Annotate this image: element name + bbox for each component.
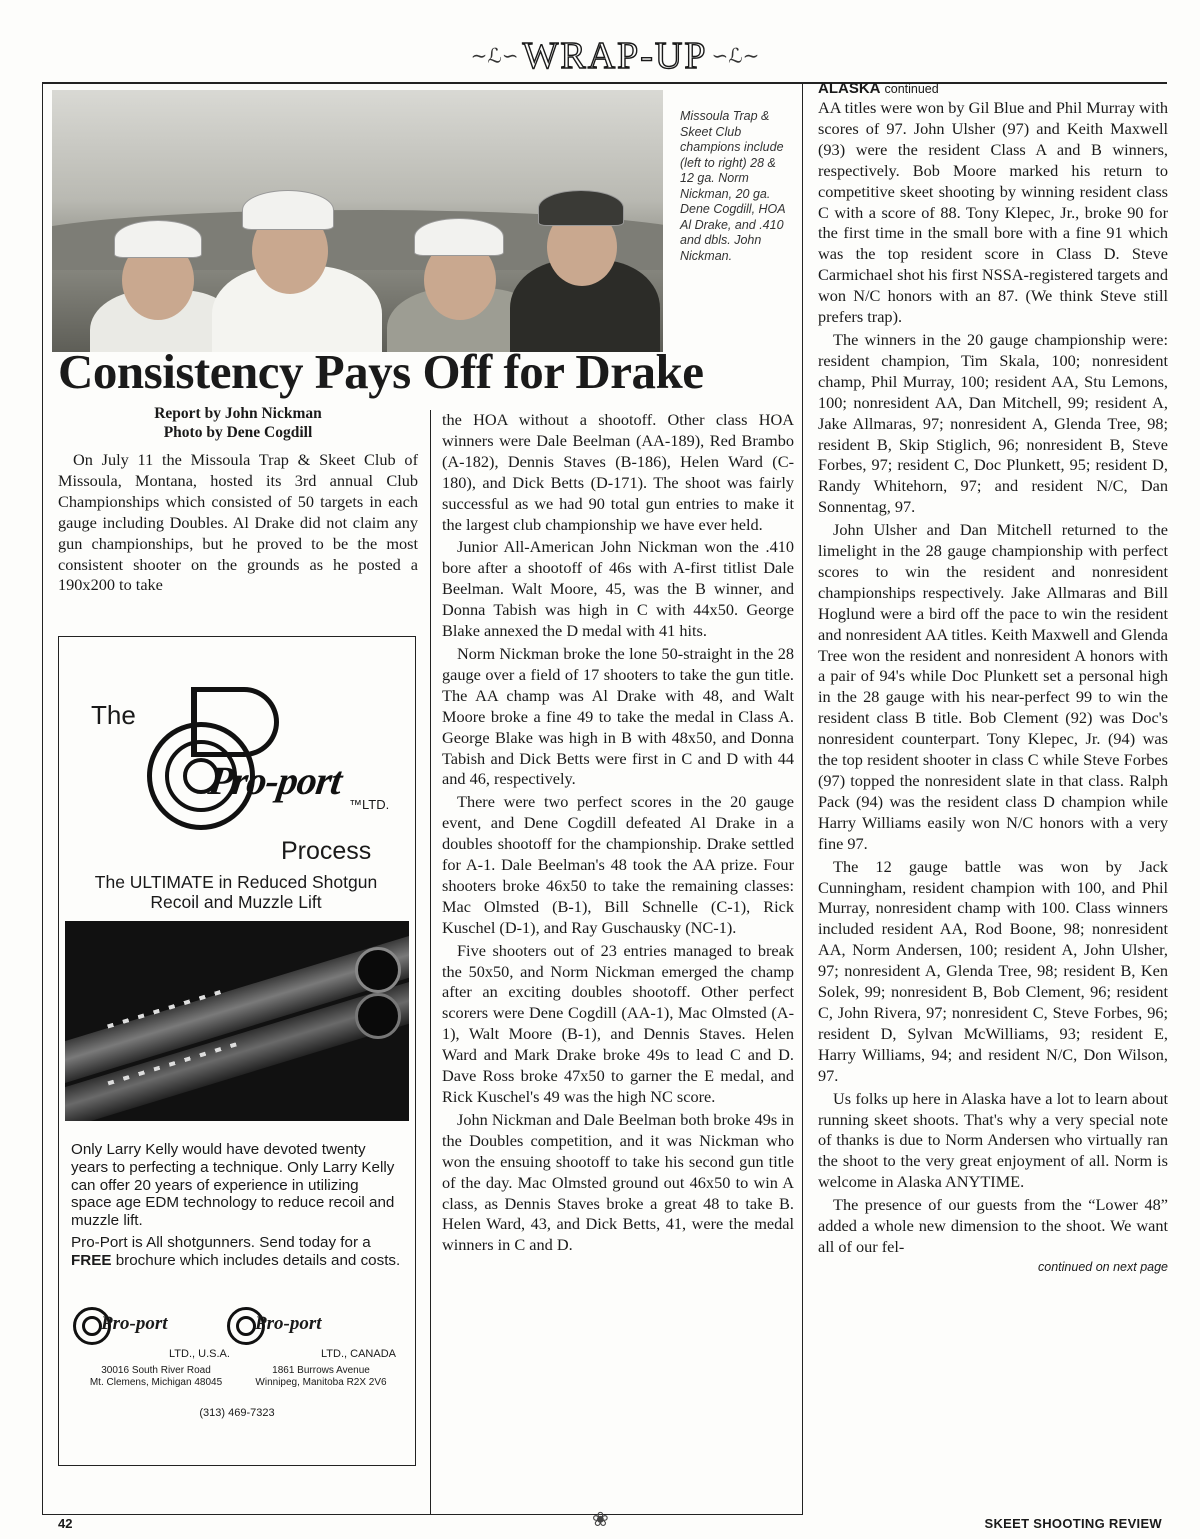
ad-the-label: The	[91, 700, 136, 730]
alaska-paragraph-1: AA titles were won by Gil Blue and Phil Murray with scores of 97. John Ulsher (97) and Keith Maxwell (93) were the resident Class A and B winners, respectively. Bob Moore marked his return to competitive skeet shooting by winning resident class C with a score of 88. Tony Klepec, Jr., broke 90 for the first time in the small bore with a fine 91 which was the top resident score in Class D. Steve Carmichael shot his first NSSA-registered targets and won N/C honors with an 87. (We think Steve still prefers trap).	[818, 98, 1169, 327]
barrel-muzzle-upper	[355, 947, 401, 993]
barrel-muzzle-lower	[355, 993, 401, 1039]
alaska-paragraph-5: Us folks up here in Alaska have a lot to learn about running skeet shoots. That's why a very special note of thanks is due to Norm Andersen who virtually ran the shoot to the very great enjoyment of all. Norm is welcome in Alaska ANYTIME.	[818, 1088, 1168, 1192]
usa-label: LTD., U.S.A.	[169, 1348, 230, 1360]
logo-brand-text: Pro-port	[205, 758, 345, 803]
byline-photographer: Photo by Dene Cogdill	[163, 424, 313, 441]
person-2-cap	[242, 190, 334, 230]
alaska-heading	[818, 80, 1178, 98]
canada-logo	[227, 1299, 357, 1349]
canada-logo-text: Pro-port	[255, 1313, 322, 1334]
canada-label: LTD., CANADA	[321, 1348, 396, 1360]
continued-next-page: continued on next page	[1038, 1259, 1168, 1274]
shotgun-barrel-image	[65, 921, 409, 1121]
banner-flourish-right: ∽ℒ∼	[711, 45, 760, 68]
alaska-column	[818, 98, 1168, 1276]
alaska-paragraph-6: The presence of our guests from the “Lower 48” added a whole new dimension to the shoot. We want all of our fel-	[818, 1195, 1168, 1256]
canada-address-line-2: Winnipeg, Manitoba R2X 2V6	[255, 1377, 387, 1388]
byline	[58, 404, 418, 442]
article-col2-paragraph-2: Junior All-American John Nickman won the .410 bore after a shootoff of 46s with A-first titlist Dale Beelman. Walt Moore, 45, was the B winner, and Donna Tabish was high in C with 44x50. George Blake annexed the D medal with 41 hits.	[442, 537, 794, 641]
publication-name: SKEET SHOOTING REVIEW	[984, 1516, 1162, 1531]
article-col2-paragraph-3: Norm Nickman broke the lone 50-straight in the 28 gauge over a field of 17 shooters to take the gun title. The AA champ was Al Drake with 48, and Walt Moore broke a fine 49 to take the medal in Class A. George Blake was high in B with 48x50, and Donna Tabish and Dick Betts were first in C and D with 44 and 46, respectively.	[442, 643, 794, 789]
article-col2-paragraph-6: John Nickman and Dale Beelman both broke 49s in the Doubles competition, and it was Nickman who won the ensuing shootoff to take his second gun title of the day. Mac Olmsted ground out 46x50 to win A class, as Dennis Staves broke a great 48 to take B. Helen Ward, 43, and Dick Betts, 41, were the medal winners in C and D.	[442, 1109, 794, 1255]
article-column-1	[58, 450, 418, 596]
photo-caption: Missoula Trap & Skeet Club champions include (left to right) 28 & 12 ga. Norm Nickman, 20 ga. Dene Cogdill, HOA Al Drake, and .410 and dbls. John Nickman.	[680, 109, 786, 263]
usa-logo	[73, 1299, 203, 1349]
byline-reporter: Report by John Nickman	[154, 405, 322, 422]
banner-title: WRAP-UP	[522, 35, 708, 77]
article-col2-paragraph-4: There were two perfect scores in the 20 gauge event, and Dene Cogdill defeated Al Drake in a doubles shootoff for the championship. Drake settled for A-1. Dale Beelman's 48 took the AA prize. Four shooters broke 46x50 to take the remaining classes: Mac Olmsted (B-1), Bill Schnelle (C-1), Rick Kuschel (D-1), and Ray Guschausky (NC-1).	[442, 792, 794, 937]
article-col1-paragraph: On July 11 the Missoula Trap & Skeet Club of Missoula, Montana, hosted its 3rd annual Club Championships which consisted of 50 targets in each gauge including Doubles. Al Drake did not claim any gun championships, but he proved to be the most consistent shooter on the grounds as he posted a 190x200 to take	[58, 450, 418, 595]
logo-p-stem	[191, 687, 279, 757]
alaska-title: ALASKA	[818, 80, 881, 97]
article-headline: Consistency Pays Off for Drake	[58, 344, 704, 399]
footer-ornament: ❀	[592, 1509, 609, 1531]
ad-process: Process	[281, 837, 372, 865]
banner-flourish-left: ∼ℒ∽	[470, 45, 519, 68]
canada-logo-ring-inner	[236, 1316, 256, 1336]
ad-body-2-end: brochure which includes details and costs.	[111, 1251, 401, 1269]
champions-photo	[52, 90, 663, 352]
person-1-cap	[114, 220, 202, 258]
usa-address-line-1: 30016 South River Road	[101, 1365, 211, 1376]
ad-body-2	[71, 1234, 401, 1270]
pro-port-ad	[58, 636, 416, 1466]
article-box-right-border	[802, 83, 803, 1515]
usa-address	[77, 1365, 235, 1389]
alaska-paragraph-2: The winners in the 20 gauge championship were: resident champion, Tim Skala, 100; nonresident champ, Phil Murray, 100; resident AA, Stu Lemons, 100; nonresident AA, Dan Mitchell, 99; resident A, Jake Allmaras, 97; nonresident A, Glenda Tree, 98; resident B, Skip Stiglich, 96; nonresident B, Steve Forbes, 97; resident C, Doc Plunkett, 95; resident D, Randy Whitehorn, 97; and resident N/C, Dan Sonnentag, 97.	[818, 329, 1168, 517]
ad-phone: (313) 469-7323	[199, 1407, 275, 1419]
alaska-continued-label: continued	[884, 82, 939, 96]
alaska-paragraph-4: The 12 gauge battle was won by Jack Cunningham, resident champion with 100, and Phil Murray, nonresident champ with 100. Class winners included resident AA, Rod Boone, 98; nonresident AA, Norm Andersen, 100; resident A, John Ulsher, 97; nonresident A, Glenda Tree, 98; resident B, Ken Solek, 99; nonresident B, Bob Clement, 96; resident C, John Rivera, 97; nonresident C, Steve Forbes, 96; resident D, Sylvan McWilliams, 93; resident E, Harry Williams, 94; and resident N/C, Don Wilson, 97.	[818, 856, 1168, 1085]
usa-logo-ring-inner	[82, 1316, 102, 1336]
person-3-cap	[414, 218, 504, 256]
article-col2-paragraph-1: the HOA without a shootoff. Other class HOA winners were Dale Beelman (AA-189), Red Brambo (A-182), Dennis Staves (B-186), Helen Ward (C-180), and Dick Betts (D-171). The shoot was fairly successful as we had 90 total gun entries to make it the largest club championship we have ever held.	[442, 410, 794, 534]
usa-address-line-2: Mt. Clemens, Michigan 48045	[89, 1377, 223, 1388]
ad-body-1: Only Larry Kelly would have devoted twenty years to perfecting a technique. Only Larry Kelly can offer 20 years of experience in utilizing space age EDM technology to reduce recoil and muzzle lift.	[71, 1141, 395, 1230]
wrap-up-banner	[450, 34, 780, 80]
ad-free-word: FREE	[71, 1251, 112, 1269]
alaska-paragraph-3: John Ulsher and Dan Mitchell returned to the limelight in the 28 gauge championship with perfect scores to win the resident and nonresident championships respectively. Jake Allmaras and Bill Hoglund were a bird off the pace to win the resident and nonresident AA titles. Keith Maxwell and Glenda Tree won the resident and nonresident A honors with a pair of 94's while Doc Plunkett set a personal high in the 28 gauge with his near-perfect 99 to win the resident class B title. Bob Clement (92) was Doc's nonresident counterpart. Tony Klepec, Jr. (94) was the top resident shooter in class C while Steve Forbes (97) topped the nonresident slate in that class. Ralph Pack (94) was the resident class D champion while Harry Williams easily won N/C honors with a very fine 97.	[818, 520, 1168, 853]
ad-tagline: The ULTIMATE in Reduced Shotgun Recoil and Muzzle Lift	[94, 872, 378, 912]
pro-port-logo	[147, 687, 347, 837]
usa-logo-text: Pro-port	[101, 1313, 168, 1334]
ad-tm-ltd: ™LTD.	[349, 797, 390, 812]
article-column-2	[442, 410, 794, 1256]
page-number: 42	[58, 1516, 73, 1531]
ad-body-2-start: Pro-Port is All shotgunners. Send today for a	[71, 1234, 371, 1251]
person-4-cap	[538, 190, 624, 226]
article-col2-paragraph-5: Five shooters out of 23 entries managed to break the 50x50, and Norm Nickman emerged the champ after an exciting doubles shootoff. Other perfect scorers were Dene Cogdill (AA-1), Mac Olmsted (A-1), Walt Moore (B-1), and Dennis Staves. Helen Ward and Mark Drake broke 49s to lead C and D. Dave Ross broke 47x50 to garner the E medal, and Rick Kuschel's 49 was the high NC score.	[442, 940, 794, 1106]
canada-address-line-1: 1861 Burrows Avenue	[272, 1365, 370, 1376]
canada-address	[233, 1365, 409, 1389]
article-box-bottom-border	[42, 1514, 803, 1515]
article-box-left-border	[42, 83, 43, 1515]
column-divider	[430, 410, 431, 1514]
